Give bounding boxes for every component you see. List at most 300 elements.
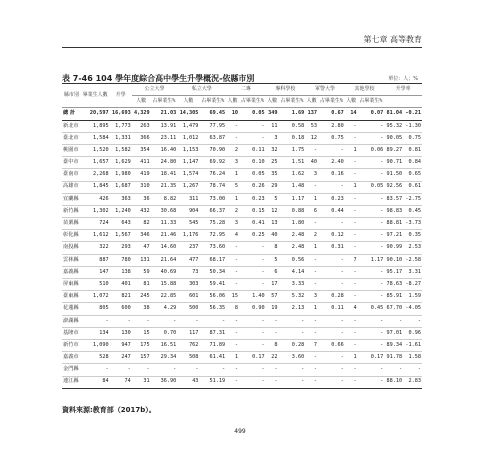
table-row — [62, 364, 422, 376]
value-cell: 73.00 — [199, 193, 226, 205]
value-cell: 1 — [226, 193, 239, 205]
value-cell: 303 — [177, 279, 199, 291]
value-cell: -8.27 — [403, 279, 422, 291]
table-row — [62, 376, 422, 388]
value-cell: - — [345, 218, 358, 230]
value-cell: - — [403, 364, 422, 376]
value-cell: 51.19 — [199, 376, 226, 388]
value-cell: - — [239, 364, 266, 376]
value-cell: - — [305, 218, 318, 230]
value-cell: 2.48 — [279, 230, 306, 242]
value-cell: - — [345, 376, 358, 388]
value-cell: 1.59 — [403, 291, 422, 303]
value-cell: - — [279, 327, 306, 339]
value-cell: 2.40 — [318, 157, 345, 169]
value-cell: 25 — [266, 157, 279, 169]
county-cell: 嘉義市 — [62, 352, 81, 364]
value-cell: 0.11 — [239, 144, 266, 156]
value-cell: 0.28 — [279, 339, 306, 351]
value-cell: 5 — [266, 193, 279, 205]
value-cell: - — [358, 120, 385, 132]
value-cell: 73.60 — [199, 242, 226, 254]
value-cell: 35 — [266, 169, 279, 181]
value-cell: 87.31 — [199, 327, 226, 339]
value-cell: - — [199, 315, 226, 327]
value-cell: 15.88 — [151, 279, 178, 291]
value-cell: 346 — [132, 230, 151, 242]
value-cell: 98.83 — [384, 205, 403, 217]
value-cell: 56.06 — [199, 291, 226, 303]
value-cell: 131 — [132, 254, 151, 266]
value-cell: 0.35 — [403, 230, 422, 242]
value-cell: - — [358, 266, 385, 278]
value-cell: 50.34 — [199, 266, 226, 278]
col-public-uni: 公立大學 — [132, 84, 178, 96]
value-cell: 363 — [110, 193, 132, 205]
value-cell: - — [345, 157, 358, 169]
value-cell: 0.05 — [239, 108, 266, 120]
value-cell: 0.75 — [318, 132, 345, 144]
value-cell: - — [318, 315, 345, 327]
table-row — [62, 181, 422, 193]
value-cell: - — [266, 315, 279, 327]
value-cell: 15 — [132, 327, 151, 339]
table-row — [62, 205, 422, 217]
value-cell: 1,629 — [110, 157, 132, 169]
value-cell: 349 — [266, 108, 279, 120]
value-cell: 71.89 — [199, 339, 226, 351]
value-cell: 21.03 — [151, 108, 178, 120]
col-private-uni: 私立大學 — [177, 84, 226, 96]
value-cell: - — [345, 327, 358, 339]
value-cell: 8 — [226, 303, 239, 315]
value-cell: 0.70 — [151, 327, 178, 339]
value-cell: 81.04 — [384, 108, 403, 120]
value-cell: 1,302 — [81, 205, 110, 217]
value-cell: 2 — [226, 144, 239, 156]
value-cell: - — [358, 291, 385, 303]
value-cell: 1.40 — [239, 291, 266, 303]
value-cell: - — [358, 364, 385, 376]
sub-count: 人數 — [132, 96, 151, 108]
value-cell: - — [226, 266, 239, 278]
value-cell: 821 — [110, 291, 132, 303]
value-cell: 1,072 — [81, 291, 110, 303]
value-cell: 57 — [266, 291, 279, 303]
value-cell: 3 — [226, 218, 239, 230]
county-cell: 新北市 — [62, 120, 81, 132]
value-cell: 0.81 — [403, 144, 422, 156]
value-cell: - — [305, 266, 318, 278]
table-row — [62, 230, 422, 242]
sub-pct: 占畢業生% — [199, 96, 226, 108]
sub-count: 人數 — [226, 96, 239, 108]
value-cell: 1,584 — [81, 132, 110, 144]
value-cell: 95.17 — [384, 266, 403, 278]
value-cell: 92.56 — [384, 181, 403, 193]
value-cell: 432 — [132, 205, 151, 217]
value-cell: 2.13 — [279, 303, 306, 315]
value-cell: 40 — [305, 157, 318, 169]
county-cell: 屏東縣 — [62, 279, 81, 291]
value-cell: 36 — [132, 193, 151, 205]
value-cell: 77.95 — [199, 120, 226, 132]
value-cell: 67.70 — [384, 303, 403, 315]
value-cell: 508 — [177, 352, 199, 364]
value-cell: 322 — [81, 242, 110, 254]
value-cell: 0.15 — [239, 205, 266, 217]
value-cell: 601 — [177, 291, 199, 303]
value-cell: 29.34 — [151, 352, 178, 364]
value-cell: - — [305, 327, 318, 339]
value-cell: - — [358, 376, 385, 388]
value-cell: 1,845 — [81, 181, 110, 193]
value-cell: 0.07 — [358, 108, 385, 120]
value-cell: 43 — [177, 376, 199, 388]
county-cell: 總 計 — [62, 108, 81, 120]
value-cell: 14 — [345, 108, 358, 120]
county-cell: 臺北市 — [62, 132, 81, 144]
county-cell: 花蓮縣 — [62, 303, 81, 315]
header-rule — [62, 47, 422, 48]
value-cell: 97.21 — [384, 230, 403, 242]
value-cell: 69.45 — [199, 108, 226, 120]
value-cell: 56.35 — [199, 303, 226, 315]
value-cell: -3.73 — [403, 218, 422, 230]
value-cell: 30.68 — [151, 205, 178, 217]
value-cell: 147 — [81, 266, 110, 278]
value-cell: - — [358, 132, 385, 144]
data-table — [62, 83, 422, 389]
value-cell: - — [345, 242, 358, 254]
value-cell: 0.58 — [279, 120, 306, 132]
value-cell: 16.40 — [151, 144, 178, 156]
value-cell: - — [318, 352, 345, 364]
value-cell: 643 — [110, 218, 132, 230]
value-cell: -2.58 — [403, 254, 422, 266]
county-cell: 新竹縣 — [62, 205, 81, 217]
value-cell: 1 — [305, 303, 318, 315]
value-cell: 1,176 — [177, 230, 199, 242]
value-cell: - — [318, 279, 345, 291]
value-cell: 16,693 — [110, 108, 132, 120]
value-cell: 0.31 — [318, 242, 345, 254]
value-cell: 0.25 — [239, 230, 266, 242]
value-cell: 0.67 — [318, 108, 345, 120]
value-cell: 2 — [226, 205, 239, 217]
table-row — [62, 254, 422, 266]
sub-pct: 占畢業生% — [318, 96, 345, 108]
value-cell: 78.63 — [384, 279, 403, 291]
table-row — [62, 218, 422, 230]
value-cell: 89.27 — [384, 144, 403, 156]
value-cell: 7 — [305, 339, 318, 351]
value-cell: - — [226, 132, 239, 144]
value-cell: - — [345, 230, 358, 242]
sub-change — [403, 96, 422, 108]
value-cell: - — [239, 376, 266, 388]
value-cell: - — [279, 364, 306, 376]
county-cell: 雲林縣 — [62, 254, 81, 266]
value-cell: - — [279, 376, 306, 388]
table-row — [62, 169, 422, 181]
value-cell: 1,895 — [81, 120, 110, 132]
value-cell: - — [345, 169, 358, 181]
value-cell: - — [358, 339, 385, 351]
value-cell: 1 — [305, 242, 318, 254]
value-cell: - — [318, 181, 345, 193]
value-cell: 0.88 — [279, 205, 306, 217]
sub-pct: 占畢業生% — [358, 96, 385, 108]
value-cell: 0.16 — [318, 169, 345, 181]
county-cell: 臺東縣 — [62, 291, 81, 303]
value-cell: 419 — [132, 169, 151, 181]
table-unit: 單位：人；% — [388, 76, 418, 82]
value-cell: 500 — [177, 303, 199, 315]
value-cell: - — [358, 242, 385, 254]
value-cell: 83.57 — [384, 193, 403, 205]
value-cell: -4.05 — [403, 303, 422, 315]
value-cell: - — [305, 376, 318, 388]
value-cell: 8 — [266, 339, 279, 351]
county-cell: 南投縣 — [62, 242, 81, 254]
value-cell: 31 — [132, 376, 151, 388]
value-cell: 70.90 — [199, 144, 226, 156]
value-cell: - — [403, 315, 422, 327]
value-cell: 59.41 — [199, 279, 226, 291]
value-cell: 134 — [81, 327, 110, 339]
value-cell: 1.80 — [279, 218, 306, 230]
value-cell: 12 — [266, 205, 279, 217]
value-cell: 130 — [110, 327, 132, 339]
value-cell: - — [345, 279, 358, 291]
value-cell: - — [226, 279, 239, 291]
value-cell: - — [226, 242, 239, 254]
value-cell: 545 — [177, 218, 199, 230]
value-cell: - — [199, 364, 226, 376]
value-cell: - — [358, 157, 385, 169]
value-cell: 1,612 — [81, 230, 110, 242]
value-cell: 69.92 — [199, 157, 226, 169]
value-cell: 3 — [305, 291, 318, 303]
value-cell: 14,305 — [177, 108, 199, 120]
value-cell: 3.33 — [279, 279, 306, 291]
value-cell: - — [239, 254, 266, 266]
value-cell: 7 — [345, 254, 358, 266]
table-row — [62, 291, 422, 303]
value-cell: 61.41 — [199, 352, 226, 364]
value-cell: 1,687 — [110, 181, 132, 193]
value-cell: 1,147 — [177, 157, 199, 169]
county-cell: 澎湖縣 — [62, 315, 81, 327]
col-rate: 升學率 — [384, 84, 422, 96]
value-cell: 29 — [266, 181, 279, 193]
value-cell: 14.60 — [151, 242, 178, 254]
sub-pct: 占畢業生% — [239, 96, 266, 108]
value-cell: 0.90 — [239, 303, 266, 315]
value-cell: - — [384, 364, 403, 376]
value-cell: - — [345, 266, 358, 278]
value-cell: - — [279, 315, 306, 327]
value-cell: 3.60 — [279, 352, 306, 364]
value-cell: -1.61 — [403, 339, 422, 351]
table-row — [62, 352, 422, 364]
value-cell: 2.83 — [403, 376, 422, 388]
value-cell: 23.11 — [151, 132, 178, 144]
value-cell: 0.12 — [318, 230, 345, 242]
col-county: 縣市別 — [62, 84, 81, 108]
value-cell: - — [81, 364, 110, 376]
value-cell: 0.23 — [318, 193, 345, 205]
value-cell: - — [345, 120, 358, 132]
value-cell: 24.80 — [151, 157, 178, 169]
value-cell: 0.45 — [358, 303, 385, 315]
value-cell: - — [177, 315, 199, 327]
value-cell: - — [110, 315, 132, 327]
value-cell: 3 — [305, 169, 318, 181]
value-cell: - — [226, 315, 239, 327]
value-cell: 1,153 — [177, 144, 199, 156]
value-cell: 97.01 — [384, 327, 403, 339]
value-cell: 20,597 — [81, 108, 110, 120]
table-caption: 表 7-46 104 學年度綜合高中學生升學概況-依縣市別 — [62, 74, 255, 83]
value-cell: 0.17 — [358, 352, 385, 364]
value-cell: 311 — [177, 193, 199, 205]
value-cell: -2.75 — [403, 193, 422, 205]
value-cell: 245 — [132, 291, 151, 303]
value-cell: 1,657 — [81, 157, 110, 169]
value-cell: - — [266, 327, 279, 339]
value-cell: 90.05 — [384, 132, 403, 144]
value-cell: 11 — [266, 120, 279, 132]
value-cell: 157 — [132, 352, 151, 364]
value-cell: - — [358, 218, 385, 230]
value-cell: - — [345, 132, 358, 144]
value-cell: - — [81, 315, 110, 327]
value-cell: 40.69 — [151, 266, 178, 278]
source-note: 資料來源:教育部（2017b）。 — [62, 406, 156, 414]
value-cell: 263 — [132, 120, 151, 132]
value-cell: - — [318, 266, 345, 278]
value-cell: 2,268 — [81, 169, 110, 181]
value-cell: 0.26 — [239, 181, 266, 193]
value-cell: 3 — [266, 132, 279, 144]
value-cell: 81 — [132, 279, 151, 291]
value-cell: 887 — [81, 254, 110, 266]
value-cell: 4 — [226, 230, 239, 242]
value-cell: 0.41 — [239, 218, 266, 230]
value-cell: 1,574 — [177, 169, 199, 181]
value-cell: - — [305, 352, 318, 364]
value-cell: - — [226, 376, 239, 388]
value-cell: 13.91 — [151, 120, 178, 132]
value-cell: 21.46 — [151, 230, 178, 242]
value-cell: 21.64 — [151, 254, 178, 266]
value-cell: 66.37 — [199, 205, 226, 217]
chapter-heading: 第七章 高等教育 — [363, 35, 422, 44]
value-cell: 89.34 — [384, 339, 403, 351]
sub-count: 人數 — [177, 96, 199, 108]
value-cell: 1 — [345, 144, 358, 156]
value-cell: 0.66 — [318, 339, 345, 351]
value-cell: - — [226, 364, 239, 376]
value-cell: 0.23 — [239, 193, 266, 205]
value-cell: -0.21 — [403, 108, 422, 120]
value-cell: 1.69 — [279, 108, 306, 120]
table-row — [62, 279, 422, 291]
value-cell: 1.75 — [279, 144, 306, 156]
value-cell: - — [132, 364, 151, 376]
value-cell: - — [305, 181, 318, 193]
value-cell: 91.50 — [384, 169, 403, 181]
county-cell: 嘉義縣 — [62, 266, 81, 278]
table-row — [62, 327, 422, 339]
value-cell: 15 — [226, 291, 239, 303]
value-cell: 8.82 — [151, 193, 178, 205]
value-cell: 10 — [226, 108, 239, 120]
value-cell: 1 — [345, 352, 358, 364]
value-cell: 75.28 — [199, 218, 226, 230]
value-cell: 805 — [81, 303, 110, 315]
value-cell: - — [305, 254, 318, 266]
value-cell: 1.51 — [279, 157, 306, 169]
table-body — [62, 108, 422, 388]
value-cell: - — [358, 205, 385, 217]
value-cell: 1 — [226, 169, 239, 181]
value-cell: - — [345, 339, 358, 351]
value-cell: 904 — [177, 205, 199, 217]
col-military: 軍警大學 — [305, 84, 345, 96]
value-cell: 0.28 — [318, 291, 345, 303]
value-cell: 32 — [266, 144, 279, 156]
value-cell: 4 — [345, 303, 358, 315]
table-row — [62, 120, 422, 132]
col-tech: 二專 — [226, 84, 266, 96]
county-cell: 連江縣 — [62, 376, 81, 388]
value-cell: 947 — [110, 339, 132, 351]
value-cell: 17 — [266, 279, 279, 291]
value-cell: 510 — [81, 279, 110, 291]
value-cell: 2.80 — [318, 120, 345, 132]
value-cell: 1.17 — [279, 193, 306, 205]
value-cell: 237 — [177, 242, 199, 254]
value-cell: 74 — [110, 376, 132, 388]
value-cell: - — [345, 193, 358, 205]
value-cell: - — [358, 230, 385, 242]
value-cell: 426 — [81, 193, 110, 205]
county-cell: 金門縣 — [62, 364, 81, 376]
value-cell: 1,520 — [81, 144, 110, 156]
value-cell: 0.75 — [403, 132, 422, 144]
header-row-1 — [62, 84, 422, 96]
value-cell: - — [345, 315, 358, 327]
table-row — [62, 157, 422, 169]
value-cell: 0.44 — [318, 205, 345, 217]
value-cell: 95.32 — [384, 120, 403, 132]
value-cell: 5 — [226, 181, 239, 193]
value-cell: 4.14 — [279, 266, 306, 278]
value-cell: 2.48 — [279, 242, 306, 254]
value-cell: - — [358, 169, 385, 181]
value-cell: - — [318, 364, 345, 376]
value-cell: 762 — [177, 339, 199, 351]
value-cell: - — [266, 376, 279, 388]
value-cell: 780 — [110, 254, 132, 266]
value-cell: 724 — [81, 218, 110, 230]
value-cell: 354 — [132, 144, 151, 156]
value-cell: 293 — [110, 242, 132, 254]
value-cell: 175 — [132, 339, 151, 351]
